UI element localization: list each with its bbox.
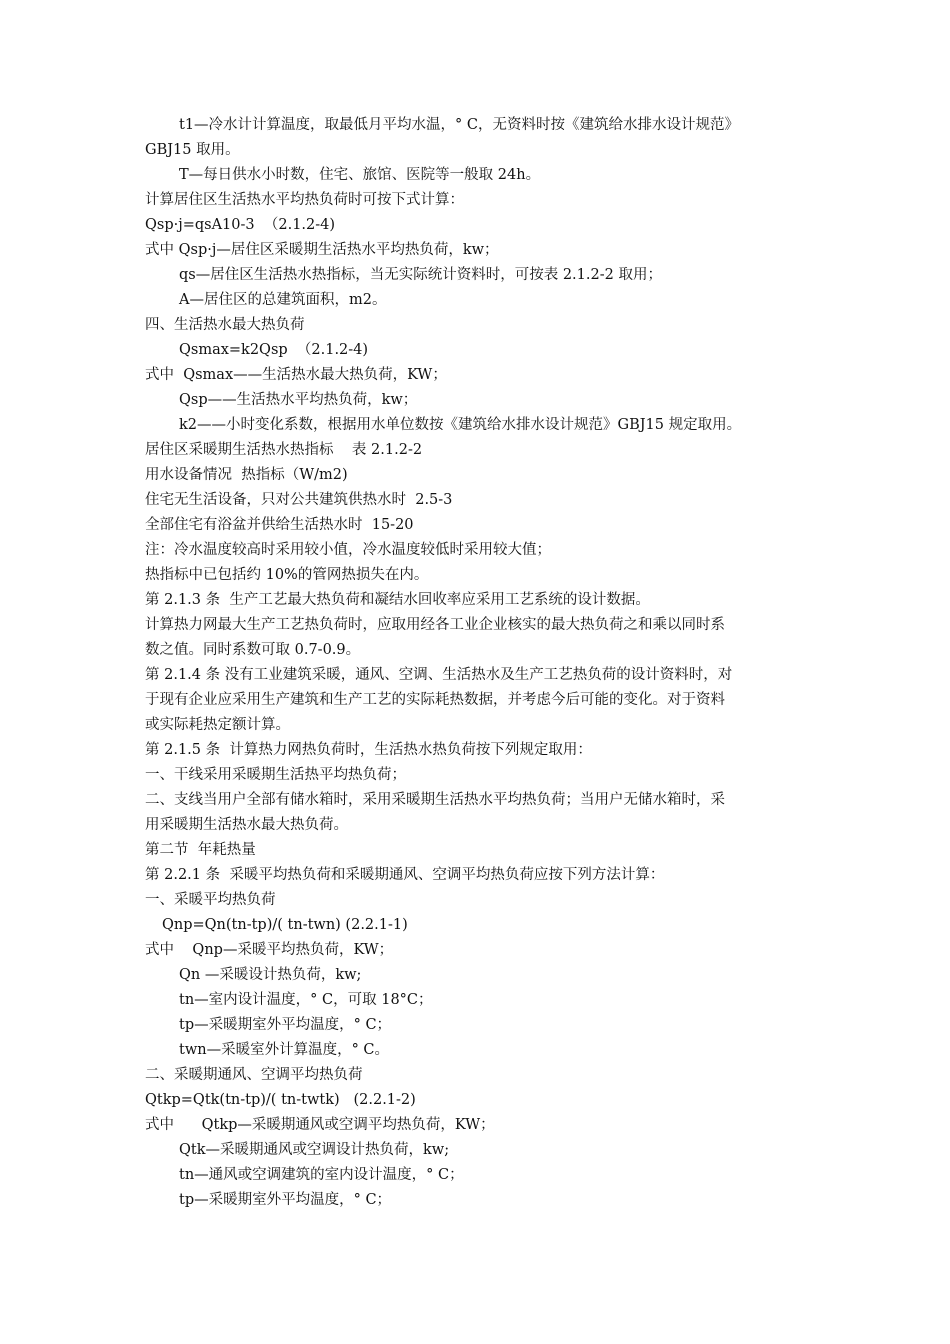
- formula-line: Qnp=Qn(tn-tp)/( tn-twn) (2.2.1-1): [162, 917, 408, 933]
- text-line: tp—采暖期室外平均温度，° C；: [179, 1192, 392, 1208]
- text-line: 计算热力网最大生产工艺热负荷时，应取用经各工业企业核实的最大热负荷之和乘以同时系: [145, 617, 725, 633]
- text-line: 用采暖期生活热水最大热负荷。: [145, 817, 348, 833]
- text-line: T—每日供水小时数，住宅、旅馆、医院等一般取 24h。: [179, 167, 541, 183]
- text-line: tp—采暖期室外平均温度，° C；: [179, 1017, 392, 1033]
- note-line: 注：冷水温度较高时采用较小值，冷水温度较低时采用较大值；: [145, 542, 551, 558]
- text-line: Qn —采暖设计热负荷，kw;: [179, 967, 362, 983]
- article-heading: 第 2.1.3 条 生产工艺最大热负荷和凝结水回收率应采用工艺系统的设计数据。: [145, 592, 650, 608]
- section-heading: 第二节 年耗热量: [145, 842, 256, 858]
- article-heading: 第 2.1.4 条 没有工业建筑采暖，通风、空调、生活热水及生产工艺热负荷的设计资料时，对: [145, 667, 733, 683]
- text-line: twn—采暖室外计算温度，° C。: [179, 1042, 390, 1058]
- text-line: 一、干线采用采暖期生活热平均热负荷；: [145, 767, 406, 783]
- subsection-heading: 二、采暖期通风、空调平均热负荷: [145, 1067, 363, 1083]
- formula-line: Qsp·j=qsA10-3 （2.1.2-4): [145, 217, 336, 233]
- text-line: 式中 Qtkp—采暖期通风或空调平均热负荷，KW；: [145, 1117, 495, 1133]
- text-line: 或实际耗热定额计算。: [145, 717, 290, 733]
- formula-line: Qsmax=k2Qsp （2.1.2-4): [179, 342, 369, 358]
- text-line: A—居住区的总建筑面积，m2。: [179, 292, 387, 308]
- text-line: Qtk—采暖期通风或空调设计热负荷，kw;: [179, 1142, 450, 1158]
- section-heading: 四、生活热水最大热负荷: [145, 317, 305, 333]
- text-line: 式中 Qsp·j—居住区采暖期生活热水平均热负荷，kw；: [145, 242, 499, 258]
- text-line: GBJ15 取用。: [145, 142, 240, 158]
- text-line: 计算居住区生活热水平均热负荷时可按下式计算：: [145, 192, 464, 208]
- note-line: 热指标中已包括约 10%的管网热损失在内。: [145, 567, 429, 583]
- text-line: Qsp——生活热水平均热负荷，kw；: [179, 392, 418, 408]
- table-caption: 居住区采暖期生活热水热指标 表 2.1.2-2: [145, 442, 423, 458]
- subsection-heading: 一、采暖平均热负荷: [145, 892, 276, 908]
- document-page: [145, 113, 810, 1213]
- article-heading: 第 2.1.5 条 计算热力网热负荷时，生活热水热负荷按下列规定取用：: [145, 742, 592, 758]
- article-heading: 第 2.2.1 条 采暖平均热负荷和采暖期通风、空调平均热负荷应按下列方法计算：: [145, 867, 665, 883]
- text-line: 式中 Qsmax——生活热水最大热负荷，KW；: [145, 367, 447, 383]
- text-line: 式中 Qnp—采暖平均热负荷，KW；: [145, 942, 394, 958]
- text-line: tn—通风或空调建筑的室内设计温度，° C；: [179, 1167, 464, 1183]
- text-line: 二、支线当用户全部有储水箱时，采用采暖期生活热水平均热负荷；当用户无储水箱时，采: [145, 792, 725, 808]
- text-line: qs—居住区生活热水热指标，当无实际统计资料时，可按表 2.1.2-2 取用；: [179, 267, 662, 283]
- text-line: tn—室内设计温度，° C，可取 18°C；: [179, 992, 433, 1008]
- table-header: 用水设备情况 热指标（W/m2): [145, 467, 348, 483]
- text-line: 数之值。同时系数可取 0.7-0.9。: [145, 642, 361, 658]
- formula-line: Qtkp=Qtk(tn-tp)/( tn-twtk) (2.2.1-2): [145, 1092, 416, 1108]
- table-row: 全部住宅有浴盆并供给生活热水时 15-20: [145, 517, 414, 533]
- table-row: 住宅无生活设备，只对公共建筑供热水时 2.5-3: [145, 492, 453, 508]
- text-line: 于现有企业应采用生产建筑和生产工艺的实际耗热数据，并考虑今后可能的变化。对于资料: [145, 692, 725, 708]
- text-line: k2——小时变化系数，根据用水单位数按《建筑给水排水设计规范》GBJ15 规定取用。: [179, 417, 742, 433]
- text-line: t1—冷水计计算温度，取最低月平均水温，° C，无资料时按《建筑给水排水设计规范》: [179, 117, 740, 133]
